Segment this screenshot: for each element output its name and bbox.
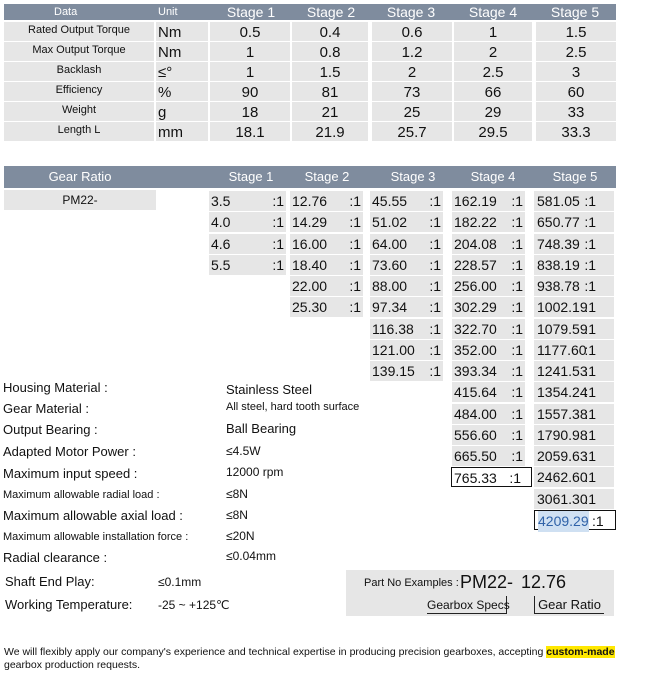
spec-label-working-temperature: Working Temperature: <box>5 597 133 612</box>
ratio-suffix: :1 <box>429 363 441 379</box>
ratio-value: 4.0 <box>211 214 231 230</box>
header-stage-5: Stage 5 <box>552 169 598 184</box>
spec-value-motor-power: ≤4.5W <box>226 444 261 458</box>
row-value: 21 <box>292 102 368 121</box>
spec-value-output-bearing: Ball Bearing <box>226 421 297 436</box>
row-value: 33 <box>536 102 616 121</box>
row-value: 21.9 <box>292 122 368 141</box>
spec-label-housing: Housing Material : <box>3 380 108 395</box>
ratio-table-header <box>4 166 616 188</box>
ratio-cell-stage-5 <box>534 489 614 509</box>
ratio-cell-stage-4 <box>451 467 532 487</box>
ratio-cell-stage-5 <box>534 467 614 487</box>
header-stage-2: Stage 2 <box>304 169 350 184</box>
ratio-cell-stage-3 <box>370 297 443 317</box>
ratio-cell-stage-5 <box>534 404 614 424</box>
ratio-cell-stage-3 <box>370 340 443 360</box>
ratio-cell-stage-2 <box>290 297 363 317</box>
ratio-suffix: :1 <box>429 299 441 315</box>
ratio-cell-stage-5 <box>534 340 614 360</box>
ratio-suffix: :1 <box>584 363 596 379</box>
ratio-value: 302.29 <box>454 299 497 315</box>
spec-value-axial-load: ≤8N <box>226 508 248 522</box>
ratio-value: 2059.63 <box>537 448 588 464</box>
ratio-value: 4209.29 <box>538 511 589 532</box>
ratio-value: 1557.38 <box>537 406 588 422</box>
row-value: 25 <box>372 102 452 121</box>
ratio-value: 45.55 <box>372 193 408 209</box>
spec-value-working-temperature: -25 ~ +125℃ <box>158 598 230 612</box>
footer-text-after: gearbox production requests. <box>4 659 141 671</box>
ratio-cell-stage-5 <box>534 361 614 381</box>
ratio-suffix: :1 <box>511 384 523 400</box>
ratio-suffix: :1 <box>511 363 523 379</box>
ratio-value: 1354.24 <box>537 384 588 400</box>
ratio-value: 1790.98 <box>537 427 588 443</box>
ratio-suffix: :1 <box>511 257 523 273</box>
ratio-cell-stage-4 <box>452 340 525 360</box>
row-value: 1 <box>210 42 290 61</box>
ratio-value: 4.6 <box>211 236 231 252</box>
row-value: 60 <box>536 82 616 101</box>
ratio-cell-stage-5 <box>534 297 614 317</box>
spec-value-radial-load: ≤8N <box>226 487 248 501</box>
ratio-cell-stage-4 <box>452 425 525 445</box>
spec-label-motor-power: Adapted Motor Power : <box>3 444 136 459</box>
ratio-suffix: :1 <box>584 214 596 230</box>
ratio-suffix: :1 <box>511 427 523 443</box>
ratio-cell-stage-1 <box>209 255 286 275</box>
ratio-suffix: :1 <box>511 278 523 294</box>
ratio-cell-stage-3 <box>370 212 443 232</box>
ratio-suffix: :1 <box>584 278 596 294</box>
ratio-cell-stage-4 <box>452 404 525 424</box>
ratio-value: 64.00 <box>372 236 408 252</box>
ratio-suffix: :1 <box>429 236 441 252</box>
ratio-suffix: :1 <box>429 342 441 358</box>
ratio-suffix: :1 <box>511 406 523 422</box>
row-value: 18 <box>210 102 290 121</box>
ratio-value: 1177.60 <box>537 342 587 358</box>
header-gear-ratio: Gear Ratio <box>48 169 112 184</box>
ratio-cell-stage-4 <box>452 234 525 254</box>
ratio-suffix: :1 <box>272 257 284 273</box>
ratio-suffix: :1 <box>429 321 441 337</box>
ratio-value: 650.77 <box>537 214 580 230</box>
ratio-value: 838.19 <box>537 257 580 273</box>
row-value: 2 <box>454 42 532 61</box>
header-unit: Unit <box>156 4 210 20</box>
ratio-value: 22.00 <box>292 278 328 294</box>
ratio-value: 121.00 <box>372 342 415 358</box>
ratio-value: 162.19 <box>454 193 497 209</box>
ratio-cell-stage-3 <box>370 319 443 339</box>
ratio-cell-stage-5 <box>534 446 614 466</box>
ratio-cell-stage-5 <box>534 276 614 296</box>
row-label: Weight <box>4 102 154 121</box>
ratio-value: 228.57 <box>454 257 497 273</box>
ratio-value: 116.38 <box>372 321 414 337</box>
ratio-suffix: :1 <box>584 427 596 443</box>
spec-label-gear-material: Gear Material : <box>3 401 89 416</box>
row-unit: g <box>156 102 208 121</box>
ratio-suffix: :1 <box>349 193 361 209</box>
ratio-suffix: :1 <box>584 257 596 273</box>
row-value: 1 <box>454 22 532 41</box>
ratio-value: 73.60 <box>372 257 408 273</box>
header-stage-1: Stage 1 <box>228 169 274 184</box>
ratio-value: 415.64 <box>454 384 497 400</box>
header-stage-3: Stage 3 <box>370 4 452 20</box>
gear-ratio-callout: Gear Ratio <box>534 596 604 614</box>
row-value: 0.8 <box>292 42 368 61</box>
spec-value-installation-force: ≤20N <box>226 529 255 543</box>
ratio-cell-stage-1 <box>209 191 286 211</box>
ratio-cell-stage-4 <box>452 255 525 275</box>
row-label: Length L <box>4 122 154 141</box>
row-unit: mm <box>156 122 208 141</box>
gearbox-specs-callout: Gearbox Specs <box>427 598 510 612</box>
ratio-value: 748.39 <box>537 236 580 252</box>
ratio-cell-stage-2 <box>290 234 363 254</box>
part-no-label: Part No Examples : <box>364 577 459 589</box>
ratio-suffix: :1 <box>511 193 523 209</box>
ratio-suffix: :1 <box>429 257 441 273</box>
ratio-suffix: :1 <box>584 342 596 358</box>
ratio-suffix: :1 <box>592 513 604 529</box>
ratio-cell-stage-5 <box>534 191 614 211</box>
ratio-value: 12.76 <box>292 193 328 209</box>
ratio-cell-stage-5 <box>534 510 616 530</box>
spec-label-shaft-end-play: Shaft End Play: <box>5 574 95 589</box>
ratio-cell-stage-4 <box>452 361 525 381</box>
row-value: 1.5 <box>536 22 616 41</box>
ratio-cell-stage-4 <box>452 191 525 211</box>
row-value: 18.1 <box>210 122 290 141</box>
header-data: Data <box>4 4 156 20</box>
spec-label-installation-force: Maximum allowable installation force : <box>3 531 189 543</box>
spec-value-gear-material: All steel, hard tooth surface <box>226 401 360 413</box>
ratio-value: 97.34 <box>372 299 408 315</box>
ratio-cell-stage-5 <box>534 382 614 402</box>
ratio-value: 182.22 <box>454 214 497 230</box>
row-label: Max Output Torque <box>4 42 154 61</box>
ratio-suffix: :1 <box>584 236 596 252</box>
part-no-model: PM22- <box>460 572 514 592</box>
header-stage-4: Stage 4 <box>470 169 516 184</box>
ratio-value: 393.34 <box>454 363 497 379</box>
ratio-value: 352.00 <box>454 342 497 358</box>
ratio-value: 765.33 <box>454 470 497 486</box>
ratio-cell-stage-4 <box>452 446 525 466</box>
spec-label-axial-load: Maximum allowable axial load : <box>3 508 183 523</box>
row-label: Backlash <box>4 62 154 81</box>
ratio-cell-stage-4 <box>452 212 525 232</box>
ratio-suffix: :1 <box>349 257 361 273</box>
ratio-suffix: :1 <box>511 299 523 315</box>
ratio-cell-stage-4 <box>452 319 525 339</box>
ratio-suffix: :1 <box>349 299 361 315</box>
ratio-value: 484.00 <box>454 406 497 422</box>
ratio-cell-stage-3 <box>370 276 443 296</box>
row-label: Rated Output Torque <box>4 22 154 41</box>
ratio-value: 18.40 <box>292 257 328 273</box>
ratio-suffix: :1 <box>584 448 596 464</box>
ratio-value: 556.60 <box>454 427 497 443</box>
ratio-suffix: :1 <box>429 214 441 230</box>
spec-label-input-speed: Maximum input speed : <box>3 466 138 481</box>
row-value: 29 <box>454 102 532 121</box>
ratio-cell-stage-2 <box>290 276 363 296</box>
header-stage-4: Stage 4 <box>452 4 534 20</box>
row-unit: Nm <box>156 22 208 41</box>
ratio-cell-stage-2 <box>290 191 363 211</box>
row-label: Efficiency <box>4 82 154 101</box>
ratio-value: 3.5 <box>211 193 231 209</box>
ratio-suffix: :1 <box>511 342 523 358</box>
ratio-cell-stage-5 <box>534 425 614 445</box>
row-value: 33.3 <box>536 122 616 141</box>
spec-value-radial-clearance: ≤0.04mm <box>226 549 276 563</box>
ratio-suffix: :1 <box>272 193 284 209</box>
part-no-ratio: 12.76 <box>521 572 567 592</box>
ratio-value: 16.00 <box>292 236 328 252</box>
spec-value-input-speed: 12000 rpm <box>226 465 284 479</box>
ratio-suffix: :1 <box>584 321 596 337</box>
row-value: 90 <box>210 82 290 101</box>
row-value: 1 <box>210 62 290 81</box>
header-stage-5: Stage 5 <box>534 4 616 20</box>
row-value: 29.5 <box>454 122 532 141</box>
spec-table-header <box>4 4 616 20</box>
footer-statement <box>4 646 644 672</box>
ratio-cell-stage-5 <box>534 255 614 275</box>
row-value: 73 <box>372 82 452 101</box>
footer-highlight: custom-made <box>546 646 615 658</box>
ratio-value: 322.70 <box>454 321 497 337</box>
ratio-cell-stage-2 <box>290 212 363 232</box>
row-value: 2.5 <box>454 62 532 81</box>
row-unit: ≤° <box>156 62 208 81</box>
ratio-suffix: :1 <box>511 448 523 464</box>
ratio-value: 88.00 <box>372 278 408 294</box>
header-stage-1: Stage 1 <box>210 4 292 20</box>
row-value: 0.5 <box>210 22 290 41</box>
ratio-suffix: :1 <box>584 193 596 209</box>
ratio-suffix: :1 <box>429 193 441 209</box>
ratio-suffix: :1 <box>584 469 596 485</box>
ratio-suffix: :1 <box>429 278 441 294</box>
ratio-cell-stage-2 <box>290 255 363 275</box>
footer-text-before: We will flexibly apply our company's experience and technical expertise in producing precision gearboxes, accepting <box>4 646 547 658</box>
ratio-value: 25.30 <box>292 299 328 315</box>
row-value: 2 <box>372 62 452 81</box>
row-value: 66 <box>454 82 532 101</box>
spec-label-radial-load: Maximum allowable radial load : <box>3 489 160 501</box>
ratio-suffix: :1 <box>509 470 521 486</box>
ratio-value: 1241.53 <box>537 363 588 379</box>
row-unit: Nm <box>156 42 208 61</box>
ratio-suffix: :1 <box>584 406 596 422</box>
ratio-cell-stage-4 <box>452 297 525 317</box>
ratio-cell-stage-3 <box>370 234 443 254</box>
ratio-cell-stage-4 <box>452 382 525 402</box>
row-value: 1.2 <box>372 42 452 61</box>
model-prefix: PM22- <box>4 190 156 210</box>
row-unit: % <box>156 82 208 101</box>
ratio-suffix: :1 <box>511 236 523 252</box>
spec-label-radial-clearance: Radial clearance : <box>3 550 108 565</box>
ratio-cell-stage-5 <box>534 319 614 339</box>
ratio-cell-stage-4 <box>452 276 525 296</box>
ratio-suffix: :1 <box>584 491 596 507</box>
ratio-value: 581.05 <box>537 193 580 209</box>
ratio-suffix: :1 <box>511 321 523 337</box>
header-stage-3: Stage 3 <box>390 169 436 184</box>
ratio-value: 1079.59 <box>537 321 588 337</box>
ratio-cell-stage-5 <box>534 234 614 254</box>
spec-value-housing: Stainless Steel <box>226 382 312 397</box>
ratio-cell-stage-3 <box>370 361 443 381</box>
ratio-value: 5.5 <box>211 257 231 273</box>
row-value: 3 <box>536 62 616 81</box>
ratio-value: 665.50 <box>454 448 497 464</box>
ratio-value: 139.15 <box>372 363 415 379</box>
row-value: 81 <box>292 82 368 101</box>
header-stage-2: Stage 2 <box>292 4 370 20</box>
row-value: 25.7 <box>372 122 452 141</box>
ratio-value: 1002.19 <box>537 299 588 315</box>
ratio-value: 256.00 <box>454 278 497 294</box>
ratio-cell-stage-1 <box>209 234 286 254</box>
ratio-suffix: :1 <box>349 278 361 294</box>
ratio-suffix: :1 <box>349 236 361 252</box>
row-value: 1.5 <box>292 62 368 81</box>
ratio-suffix: :1 <box>272 214 284 230</box>
row-value: 0.4 <box>292 22 368 41</box>
ratio-cell-stage-3 <box>370 191 443 211</box>
ratio-value: 51.02 <box>372 214 408 230</box>
ratio-value: 2462.60 <box>537 469 588 485</box>
ratio-value: 938.78 <box>537 278 580 294</box>
row-value: 0.6 <box>372 22 452 41</box>
ratio-value: 14.29 <box>292 214 328 230</box>
ratio-value: 3061.30 <box>537 491 588 507</box>
ratio-suffix: :1 <box>584 384 596 400</box>
ratio-value: 204.08 <box>454 236 497 252</box>
ratio-suffix: :1 <box>584 299 596 315</box>
row-value: 2.5 <box>536 42 616 61</box>
ratio-suffix: :1 <box>272 236 284 252</box>
spec-value-shaft-end-play: ≤0.1mm <box>158 575 202 589</box>
spec-label-output-bearing: Output Bearing : <box>3 422 98 437</box>
ratio-cell-stage-1 <box>209 212 286 232</box>
ratio-cell-stage-5 <box>534 212 614 232</box>
ratio-suffix: :1 <box>511 214 523 230</box>
ratio-suffix: :1 <box>349 214 361 230</box>
ratio-cell-stage-3 <box>370 255 443 275</box>
